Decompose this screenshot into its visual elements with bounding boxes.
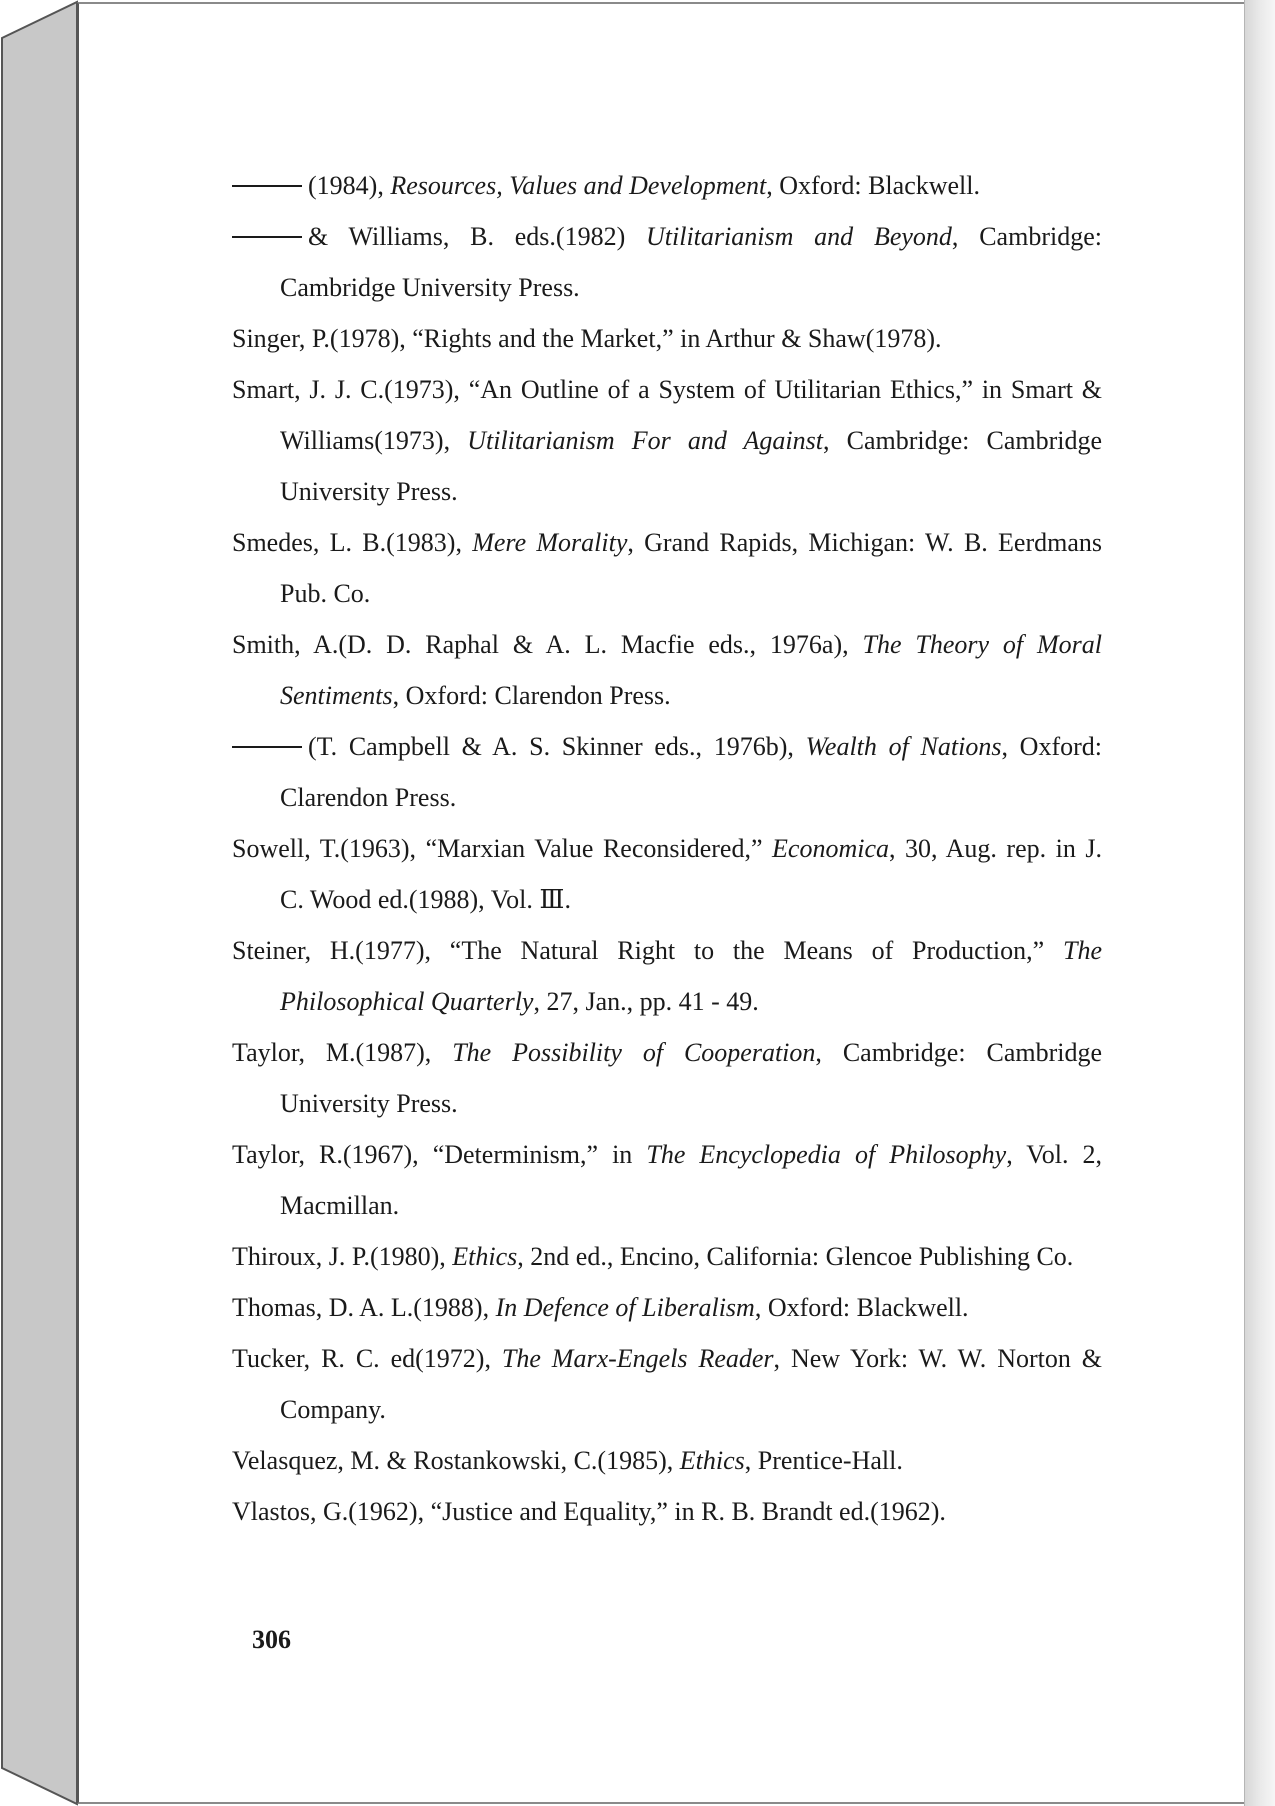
reference-text: Taylor, R.(1967), “Determinism,” in	[232, 1140, 647, 1169]
reference-text: , Vol. 2, Macmillan.	[280, 1140, 1102, 1220]
ditto-dash	[232, 746, 302, 748]
reference-title: Ethics	[679, 1446, 745, 1475]
reference-title: Wealth of Nations	[805, 732, 1002, 761]
reference-entry	[232, 517, 1102, 619]
reference-entry	[232, 1231, 1102, 1282]
reference-text: , Cambridge: Cambridge University Press.	[280, 426, 1103, 506]
reference-title: The Marx-Engels Reader	[501, 1344, 774, 1373]
reference-text: Vlastos, G.(1962), “Justice and Equality,” in R. B. Brandt ed.(1962).	[232, 1497, 946, 1526]
book-spine-edge	[0, 0, 80, 1806]
ditto-dash	[232, 236, 302, 238]
reference-text: Steiner, H.(1977), “The Natural Right to the Means of Production,”	[232, 936, 1063, 965]
reference-text: & Williams, B. eds.(1982)	[308, 222, 647, 251]
reference-title: The Philosophical Quarterly	[280, 936, 1102, 1016]
reference-text: , Cambridge: Cambridge University Press.	[280, 222, 1102, 302]
reference-text: Smart, J. J. C.(1973), “An Outline of a System of Utilitarian Ethics,” in Smart & Williams(1973),	[232, 375, 1102, 455]
reference-entry	[232, 313, 1102, 364]
reference-list	[232, 160, 1102, 1537]
reference-entry	[232, 721, 1102, 823]
reference-title: Mere Morality	[472, 528, 628, 557]
reference-entry	[232, 1129, 1102, 1231]
reference-text: Smedes, L. B.(1983),	[232, 528, 473, 557]
reference-text: , Oxford: Blackwell.	[754, 1293, 969, 1322]
reference-entry	[232, 1435, 1102, 1486]
reference-text: Velasquez, M. & Rostankowski, C.(1985),	[232, 1446, 680, 1475]
reference-text: , 30, Aug. rep. in J. C. Wood ed.(1988), Vol. Ⅲ.	[280, 834, 1102, 914]
reference-entry	[232, 1333, 1102, 1435]
reference-entry	[232, 160, 1102, 211]
reference-title: Utilitarianism For and Against	[467, 426, 823, 455]
reference-text: (1984),	[308, 171, 391, 200]
reference-text: , 2nd ed., Encino, California: Glencoe Publishing Co.	[517, 1242, 1074, 1271]
reference-entry	[232, 1486, 1102, 1537]
reference-text: (T. Campbell & A. S. Skinner eds., 1976b),	[308, 732, 806, 761]
reference-text: Thiroux, J. P.(1980),	[232, 1242, 453, 1271]
reference-title: The Encyclopedia of Philosophy	[646, 1140, 1007, 1169]
reference-text: Thomas, D. A. L.(1988),	[232, 1293, 496, 1322]
ditto-dash	[232, 185, 302, 187]
reference-text: , Cambridge: Cambridge University Press.	[280, 1038, 1103, 1118]
reference-title: In Defence of Liberalism	[495, 1293, 755, 1322]
reference-title: The Theory of Moral Sentiments	[280, 630, 1102, 710]
reference-title: The Possibility of Cooperation	[452, 1038, 816, 1067]
reference-entry	[232, 211, 1102, 313]
reference-text: Taylor, M.(1987),	[232, 1038, 453, 1067]
page-number: 306	[252, 1625, 291, 1654]
reference-entry	[232, 619, 1102, 721]
reference-title: Utilitarianism and Beyond	[646, 222, 952, 251]
reference-entry	[232, 1027, 1102, 1129]
reference-entry	[232, 823, 1102, 925]
page-right-shadow	[1245, 0, 1275, 1806]
reference-text: , Prentice-Hall.	[744, 1446, 903, 1475]
reference-text: Tucker, R. C. ed(1972),	[232, 1344, 502, 1373]
reference-text: Sowell, T.(1963), “Marxian Value Reconsidered,”	[232, 834, 773, 863]
reference-entry	[232, 1282, 1102, 1333]
reference-entry	[232, 925, 1102, 1027]
reference-text: , Oxford: Clarendon Press.	[392, 681, 671, 710]
reference-text: Smith, A.(D. D. Raphal & A. L. Macfie eds., 1976a),	[232, 630, 863, 659]
reference-title: Economica	[772, 834, 889, 863]
reference-text: , New York: W. W. Norton & Company.	[280, 1344, 1102, 1424]
reference-text: , 27, Jan., pp. 41 - 49.	[533, 987, 759, 1016]
reference-title: Ethics	[452, 1242, 518, 1271]
reference-text: , Oxford: Clarendon Press.	[280, 732, 1102, 812]
reference-text: Singer, P.(1978), “Rights and the Market,” in Arthur & Shaw(1978).	[232, 324, 942, 353]
reference-entry	[232, 364, 1102, 517]
reference-text: , Oxford: Blackwell.	[766, 171, 980, 200]
reference-title: Resources, Values and Development	[390, 171, 767, 200]
reference-text: , Grand Rapids, Michigan: W. B. Eerdmans Pub. Co.	[280, 528, 1103, 608]
